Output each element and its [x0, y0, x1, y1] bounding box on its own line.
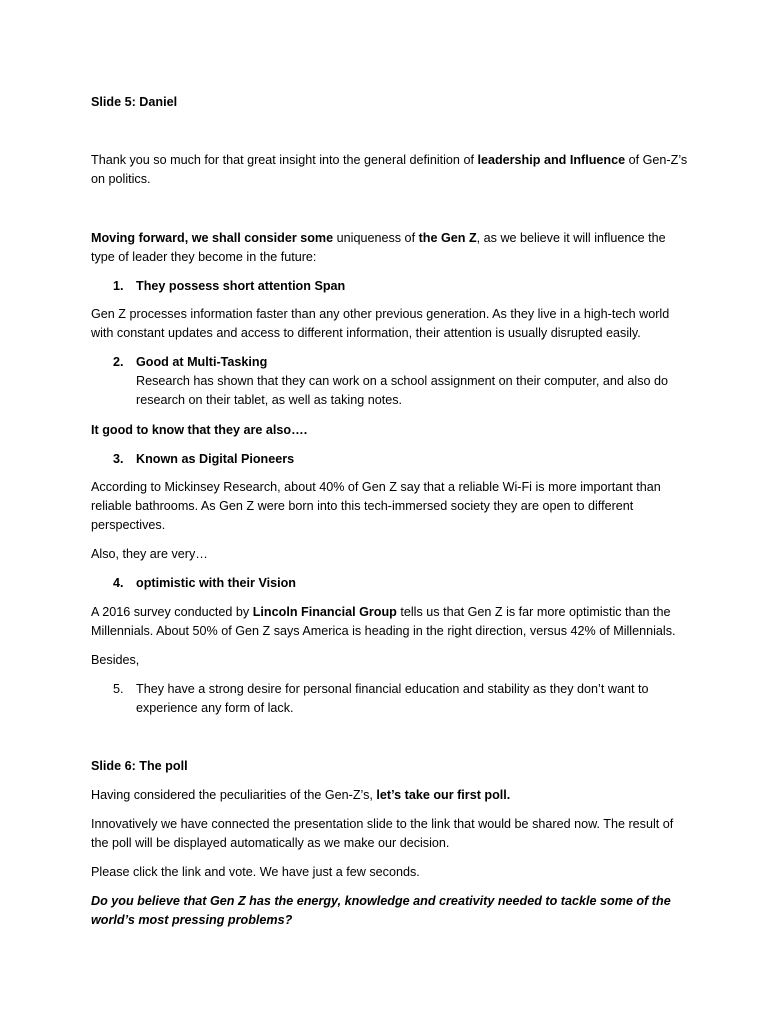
paragraph-moving-forward: Moving forward, we shall consider some uniqueness of the Gen Z, as we believe it will influence the type of leader they become in the future:: [91, 231, 666, 264]
list-item-2: 2. Good at Multi-Tasking Research has shown that they can work on a school assignment on their computer, and also do research on their tablet, as well as taking notes.: [91, 353, 691, 410]
paragraph-peculiarities: Having considered the peculiarities of the Gen-Z’s, let’s take our first poll.: [91, 788, 511, 802]
list-item-2-body: Research has shown that they can work on a school assignment on their computer, and also do research on their tablet, as well as taking notes.: [136, 374, 669, 407]
list-item-5: 5. They have a strong desire for personal financial education and stability as they don’t want to experience any form of lack.: [113, 682, 649, 715]
paragraph-innovatively: Innovatively we have connected the presentation slide to the link that would be shared now. The result of the poll will be displayed automatically as we make our decision.: [91, 817, 674, 850]
list-item-4: 4. optimistic with their Vision: [113, 576, 297, 590]
paragraph-survey: A 2016 survey conducted by Lincoln Financial Group tells us that Gen Z is far more optimistic than the Millennials. About 50% of Gen Z says America is heading in the right direction, versus 42% of Millennials.: [91, 605, 676, 638]
paragraph-very: Also, they are very…: [91, 547, 208, 561]
slide6-heading: Slide 6: The poll: [91, 759, 188, 773]
paragraph-thanks: Thank you so much for that great insight into the general definition of leadership and Influence of Gen-Z’s on politics.: [91, 153, 688, 186]
list-item-3: 3. Known as Digital Pioneers: [113, 452, 295, 466]
list-item-1: 1. They possess short attention Span: [113, 279, 346, 293]
paragraph-attention: Gen Z processes information faster than any other previous generation. As they live in a high-tech world with constant updates and access to different information, their attention is usually disrupted easily.: [91, 307, 670, 340]
paragraph-mickinsey: According to Mickinsey Research, about 40% of Gen Z say that a reliable Wi-Fi is more important than reliable bathrooms. As Gen Z were born into this tech-immersed society they are open to different perspectives.: [91, 480, 661, 532]
paragraph-click-link: Please click the link and vote. We have just a few seconds.: [91, 865, 420, 879]
poll-question: Do you believe that Gen Z has the energy, knowledge and creativity needed to tackle some of the world’s most pressing problems?: [91, 894, 671, 927]
slide5-heading: Slide 5: Daniel: [91, 95, 178, 109]
paragraph-also: It good to know that they are also….: [91, 423, 308, 437]
paragraph-besides: Besides,: [91, 653, 140, 667]
